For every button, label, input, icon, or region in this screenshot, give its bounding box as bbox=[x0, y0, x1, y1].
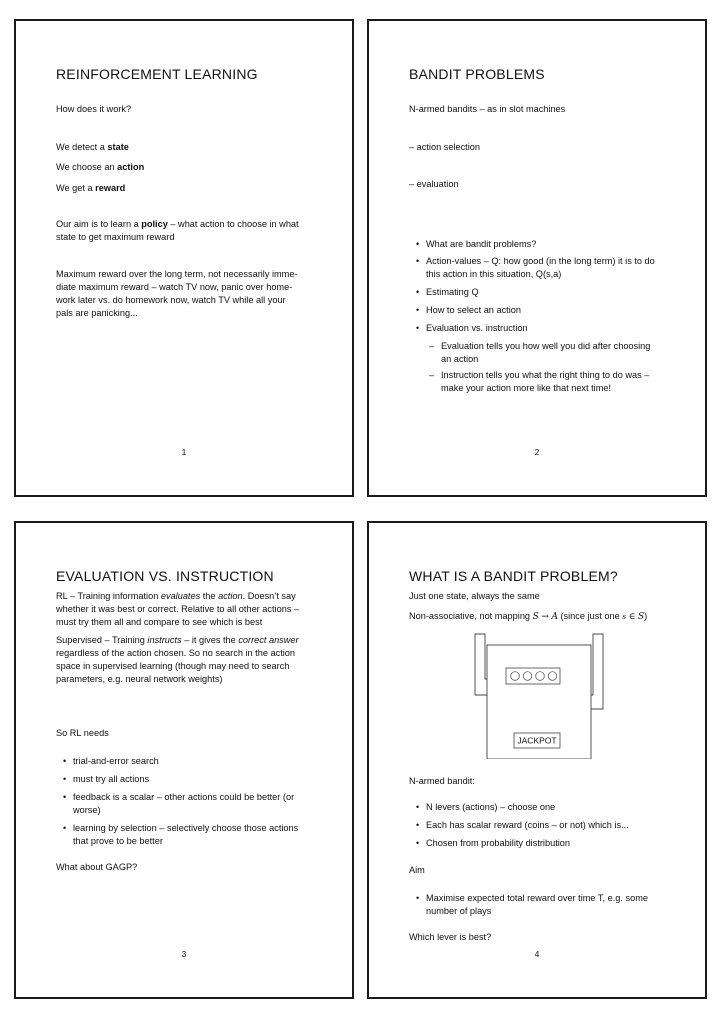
bullet-text: Each has scalar reward (coins – or not) which is... bbox=[426, 820, 629, 830]
subbullet-dash-icon: – bbox=[429, 370, 435, 380]
subbullet-text-cont: an action bbox=[441, 354, 479, 364]
slide-4 bbox=[367, 521, 707, 999]
slide-1 bbox=[14, 19, 354, 497]
slide-title: BANDIT PROBLEMS bbox=[409, 66, 545, 82]
subbullet-text: Instruction tells you what the right thing to do was – bbox=[441, 370, 650, 380]
bullet-icon: • bbox=[416, 239, 420, 249]
max-line-2: diate maximum reward – watch TV now, panic over home- bbox=[56, 282, 293, 292]
jackpot-label: JACKPOT bbox=[517, 735, 557, 746]
bullet-text-cont: number of plays bbox=[426, 906, 492, 916]
rl-line-3: must try them all and compare to see which is best bbox=[56, 617, 263, 627]
bullet-icon: • bbox=[416, 323, 420, 333]
supervised-line-4: parameters, e.g. neural network weights) bbox=[56, 674, 223, 684]
intro-text: N-armed bandits – as in slot machines bbox=[409, 104, 566, 114]
bullet-text: How to select an action bbox=[426, 305, 521, 315]
detect-line: We detect a state bbox=[56, 142, 129, 152]
dash-item-action-selection: – action selection bbox=[409, 142, 480, 152]
aim-line-2: state to get maximum reward bbox=[56, 232, 175, 242]
bullet-icon: • bbox=[63, 823, 67, 833]
bullet-text: Evaluation vs. instruction bbox=[426, 323, 528, 333]
bullet-icon: • bbox=[63, 792, 67, 802]
slide-title: REINFORCEMENT LEARNING bbox=[56, 66, 258, 82]
bullet-icon: • bbox=[416, 287, 420, 297]
intro-text: How does it work? bbox=[56, 104, 132, 114]
bullet-icon: • bbox=[63, 774, 67, 784]
page-number: 2 bbox=[534, 447, 540, 457]
bullet-text-cont: worse) bbox=[73, 805, 101, 815]
reward-line: We get a reward bbox=[56, 183, 126, 193]
bullet-text: trial-and-error search bbox=[73, 756, 159, 766]
bullet-text-cont: that prove to be better bbox=[73, 836, 163, 846]
bullet-icon: • bbox=[63, 756, 67, 766]
non-associative-text: Non-associative, not mapping S → A (since just one s ∈ S) bbox=[409, 611, 648, 622]
n-armed-bandit-text: N-armed bandit: bbox=[409, 776, 475, 786]
subbullet-dash-icon: – bbox=[429, 341, 435, 351]
aim-heading: Aim bbox=[409, 865, 425, 875]
single-state-text: Just one state, always the same bbox=[409, 591, 540, 601]
rl-line-2: whether it was best or correct. Relative to all other actions – bbox=[56, 604, 300, 614]
supervised-line-2: regardless of the action chosen. So no search in the action bbox=[56, 648, 296, 658]
bullet-text: N levers (actions) – choose one bbox=[426, 802, 556, 812]
choose-line: We choose an action bbox=[56, 162, 145, 172]
bullet-text: Action-values – Q: how good (in the long term) it is to do bbox=[426, 256, 655, 266]
bullet-text: must try all actions bbox=[73, 774, 150, 784]
max-line-4: pals are panicking... bbox=[56, 308, 138, 318]
dash-item-evaluation: – evaluation bbox=[409, 179, 459, 189]
bullet-icon: • bbox=[416, 820, 420, 830]
supervised-line-1: Supervised – Training instructs – it gives the correct answer bbox=[56, 635, 299, 645]
max-line-3: work later vs. do homework now, watch TV while all your bbox=[56, 295, 286, 305]
slide-title: WHAT IS A BANDIT PROBLEM? bbox=[409, 568, 618, 584]
supervised-line-3: space in supervised learning (though may need to search bbox=[56, 661, 290, 671]
slot-machine-figure bbox=[469, 629, 609, 759]
page-number: 4 bbox=[534, 949, 540, 959]
bullet-icon: • bbox=[416, 893, 420, 903]
bullet-text: What are bandit problems? bbox=[426, 239, 537, 249]
slide-3 bbox=[14, 521, 354, 999]
max-line-1: Maximum reward over the long term, not necessarily imme- bbox=[56, 269, 298, 279]
slide-title: EVALUATION VS. INSTRUCTION bbox=[56, 568, 274, 584]
subbullet-text: Evaluation tells you how well you did after choosing bbox=[441, 341, 651, 351]
bullet-text: Estimating Q bbox=[426, 287, 479, 297]
rl-line-1: RL – Training information evaluates the action. Doesn’t say bbox=[56, 591, 296, 601]
page-number: 3 bbox=[181, 949, 187, 959]
gagp-text: What about GAGP? bbox=[56, 862, 138, 872]
slide-2 bbox=[367, 19, 707, 497]
bullet-text: Maximise expected total reward over time T, e.g. some bbox=[426, 893, 648, 903]
rl-needs-text: So RL needs bbox=[56, 728, 109, 738]
which-lever-text: Which lever is best? bbox=[409, 932, 492, 942]
bullet-icon: • bbox=[416, 256, 420, 266]
aim-line-1: Our aim is to learn a policy – what action to choose in what bbox=[56, 219, 299, 229]
bullet-text: learning by selection – selectively choose those actions bbox=[73, 823, 299, 833]
bullet-icon: • bbox=[416, 802, 420, 812]
bullet-text: Chosen from probability distribution bbox=[426, 838, 571, 848]
subbullet-text-cont: make your action more like that next time! bbox=[441, 383, 612, 393]
page-number: 1 bbox=[181, 447, 187, 457]
bullet-icon: • bbox=[416, 305, 420, 315]
bullet-text-cont: this action in this situation, Q(s,a) bbox=[426, 269, 562, 279]
bullet-icon: • bbox=[416, 838, 420, 848]
bullet-text: feedback is a scalar – other actions could be better (or bbox=[73, 792, 295, 802]
